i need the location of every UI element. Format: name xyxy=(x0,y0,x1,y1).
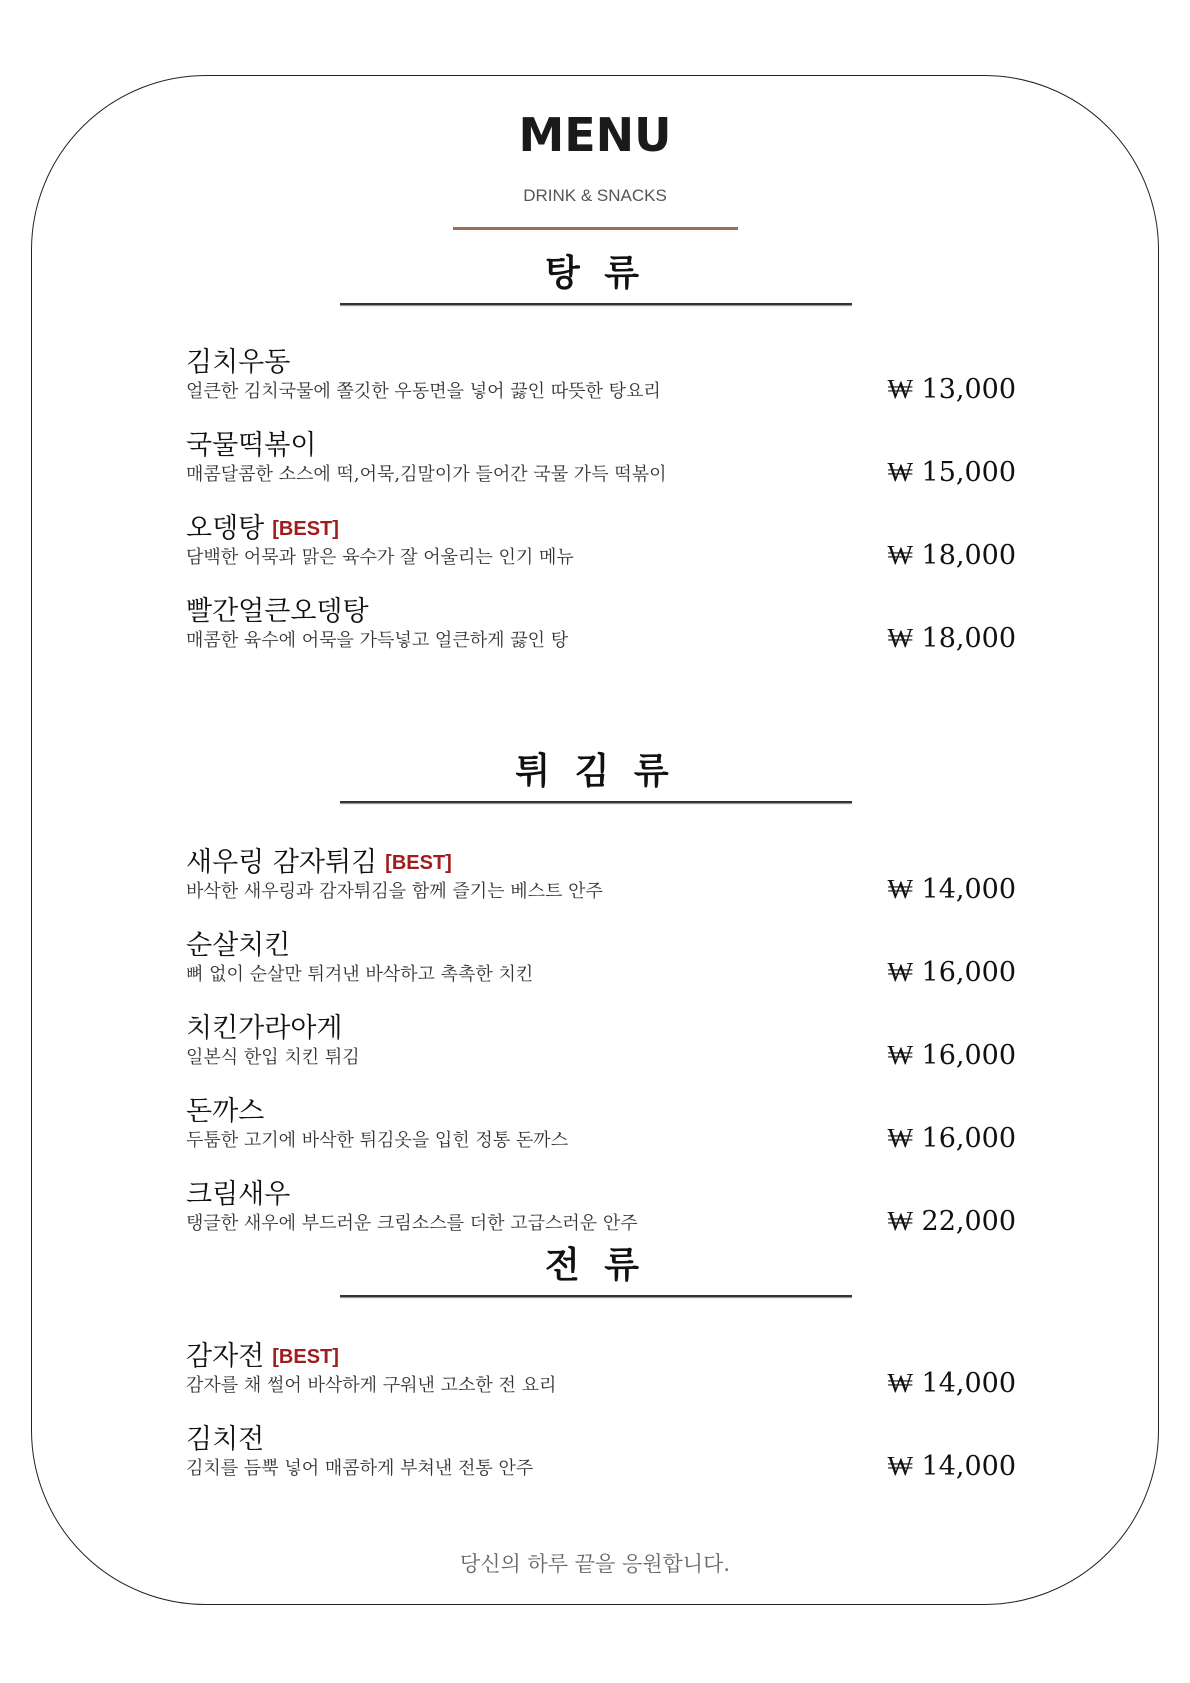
section-title-jeon: 전 류 xyxy=(544,1245,646,1286)
item-name: 감자전 [BEST] xyxy=(186,1341,339,1372)
item-description: 일본식 한입 치킨 튀김 xyxy=(186,1047,360,1068)
item-price: ₩ 14,000 xyxy=(887,874,1016,905)
item-name: 돈까스 xyxy=(186,1096,265,1127)
menu-title: MENU xyxy=(518,108,672,162)
item-name: 빨간얼큰오뎅탕 xyxy=(186,596,369,627)
title-divider xyxy=(453,227,738,230)
item-price: ₩ 18,000 xyxy=(887,540,1016,571)
menu-subtitle: DRINK & SNACKS xyxy=(523,186,667,205)
best-badge: [BEST] xyxy=(385,852,452,874)
item-name: 순살치킨 xyxy=(186,930,291,961)
menu-item xyxy=(186,1334,1016,1414)
best-badge: [BEST] xyxy=(272,518,339,540)
item-description: 김치를 듬뿍 넣어 매콤하게 부쳐낸 전통 안주 xyxy=(186,1458,534,1479)
item-description: 매콤한 육수에 어묵을 가득넣고 얼큰하게 끓인 탕 xyxy=(186,630,569,651)
item-name: 오뎅탕 [BEST] xyxy=(186,513,339,544)
item-price: ₩ 16,000 xyxy=(887,957,1016,988)
menu-item xyxy=(186,506,1016,586)
menu-item xyxy=(186,1417,1016,1497)
item-description: 탱글한 새우에 부드러운 크림소스를 더한 고급스러운 안주 xyxy=(186,1213,638,1234)
item-price: ₩ 14,000 xyxy=(887,1451,1016,1482)
section-divider-twigim xyxy=(340,801,852,803)
menu-item xyxy=(186,840,1016,920)
section-title-tang: 탕 류 xyxy=(544,253,646,294)
footer-message: 당신의 하루 끝을 응원합니다. xyxy=(459,1552,731,1576)
menu-item xyxy=(186,589,1016,669)
item-description: 감자를 채 썰어 바삭하게 구워낸 고소한 전 요리 xyxy=(186,1375,557,1396)
menu-item xyxy=(186,1089,1016,1169)
section-divider-jeon xyxy=(340,1295,852,1297)
item-description: 담백한 어묵과 맑은 육수가 잘 어울리는 인기 메뉴 xyxy=(186,547,574,568)
section-divider-tang xyxy=(340,303,852,305)
menu-item xyxy=(186,923,1016,1003)
item-description: 얼큰한 김치국물에 쫄깃한 우동면을 넣어 끓인 따뜻한 탕요리 xyxy=(186,381,661,402)
item-description: 바삭한 새우링과 감자튀김을 함께 즐기는 베스트 안주 xyxy=(186,881,603,902)
item-name: 김치전 xyxy=(186,1424,265,1455)
item-description: 뼈 없이 순살만 튀겨낸 바삭하고 촉촉한 치킨 xyxy=(186,964,534,985)
item-price: ₩ 14,000 xyxy=(887,1368,1016,1399)
item-name: 김치우동 xyxy=(186,347,291,378)
item-price: ₩ 22,000 xyxy=(887,1206,1016,1237)
menu-item xyxy=(186,1006,1016,1086)
best-badge: [BEST] xyxy=(272,1346,339,1368)
section-title-twigim: 튀 김 류 xyxy=(515,751,675,792)
menu-item xyxy=(186,340,1016,420)
item-price: ₩ 16,000 xyxy=(887,1040,1016,1071)
item-name: 국물떡볶이 xyxy=(186,430,317,461)
item-price: ₩ 16,000 xyxy=(887,1123,1016,1154)
item-price: ₩ 18,000 xyxy=(887,623,1016,654)
item-name: 치킨가라아게 xyxy=(186,1013,343,1044)
item-price: ₩ 13,000 xyxy=(887,374,1016,405)
item-description: 두툼한 고기에 바삭한 튀김옷을 입힌 정통 돈까스 xyxy=(186,1130,569,1151)
menu-item xyxy=(186,423,1016,503)
item-price: ₩ 15,000 xyxy=(887,457,1016,488)
item-description: 매콤달콤한 소스에 떡,어묵,김말이가 들어간 국물 가득 떡볶이 xyxy=(186,464,667,485)
item-name: 크림새우 xyxy=(186,1179,291,1210)
item-name: 새우링 감자튀김 [BEST] xyxy=(186,847,452,878)
